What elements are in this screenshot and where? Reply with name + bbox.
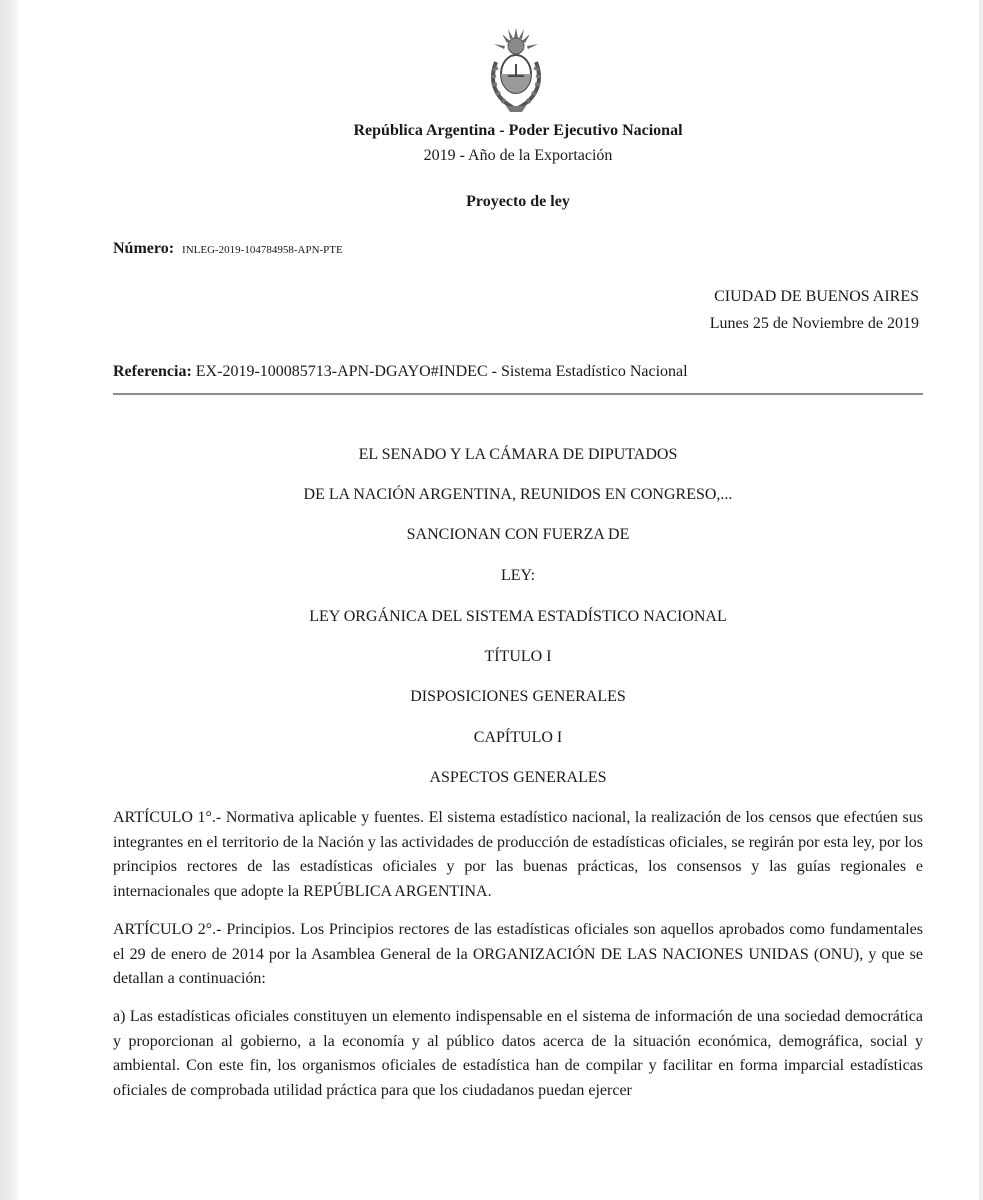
capitulo-name: ASPECTOS GENERALES <box>429 769 607 786</box>
inciso-a: a) Las estadísticas oficiales constituyen un elemento indispensable en el sistema de información de una sociedad democrática y proporcionan al gobierno, a la economía y al público datos acerca de la situación económica, demográfica, social y ambiental. Con este fin, los organismos oficiales de estadística han de compilar y facilitar en forma imparcial estadísticas oficiales de comprobada utilidad práctica para que los ciudadanos puedan ejercer <box>113 1008 923 1099</box>
numero-line <box>113 240 343 258</box>
numero-label: Número: <box>113 240 175 257</box>
date: Lunes 25 de Noviembre de 2019 <box>709 315 919 332</box>
numero-value: INLEG-2019-104784958-APN-PTE <box>182 244 343 256</box>
city: CIUDAD DE BUENOS AIRES <box>714 288 919 305</box>
header-year-motto: 2019 - Año de la Exportación <box>423 147 613 164</box>
preamble-line-3: SANCIONAN CON FUERZA DE <box>406 526 630 543</box>
header-title: República Argentina - Poder Ejecutivo Nacional <box>353 122 683 139</box>
capitulo-heading: CAPÍTULO I <box>473 729 563 746</box>
preamble-line-4: LEY: <box>500 567 536 584</box>
articulo-2: ARTÍCULO 2°.- Principios. Los Principios rectores de las estadísticas oficiales son aquellos aprobados como fundamentales el 29 de enero de 2014 por la Asamblea General de la ORGANIZACIÓN DE LAS NACIONES UNIDAS (ONU), y que se detallan a continuación: <box>113 921 923 987</box>
law-title: LEY ORGÁNICA DEL SISTEMA ESTADÍSTICO NACIONAL <box>309 608 727 625</box>
referencia-value: EX-2019-100085713-APN-DGAYO#INDEC - Sistema Estadístico Nacional <box>195 363 688 380</box>
preamble-line-2: DE LA NACIÓN ARGENTINA, REUNIDOS EN CONGRESO,... <box>303 486 733 503</box>
preamble-line-1: EL SENADO Y LA CÁMARA DE DIPUTADOS <box>358 446 678 463</box>
articulo-1: ARTÍCULO 1°.- Normativa aplicable y fuentes. El sistema estadístico nacional, la realización de los censos que efectúen sus integrantes en el territorio de la Nación y las actividades de producción de estadísticas oficiales, se regirán por esta ley, por los principios rectores de las estadísticas oficiales y por las buenas prácticas, los consensos y las guías regionales e internacionales que adopte la REPÚBLICA ARGENTINA. <box>113 809 923 900</box>
titulo-heading: TÍTULO I <box>484 648 552 665</box>
header-divider <box>113 393 923 395</box>
document-type: Proyecto de ley <box>466 193 570 210</box>
referencia-label: Referencia: <box>113 363 192 380</box>
referencia-line <box>113 363 688 381</box>
titulo-name: DISPOSICIONES GENERALES <box>410 688 626 705</box>
coat-of-arms-icon <box>484 24 548 116</box>
